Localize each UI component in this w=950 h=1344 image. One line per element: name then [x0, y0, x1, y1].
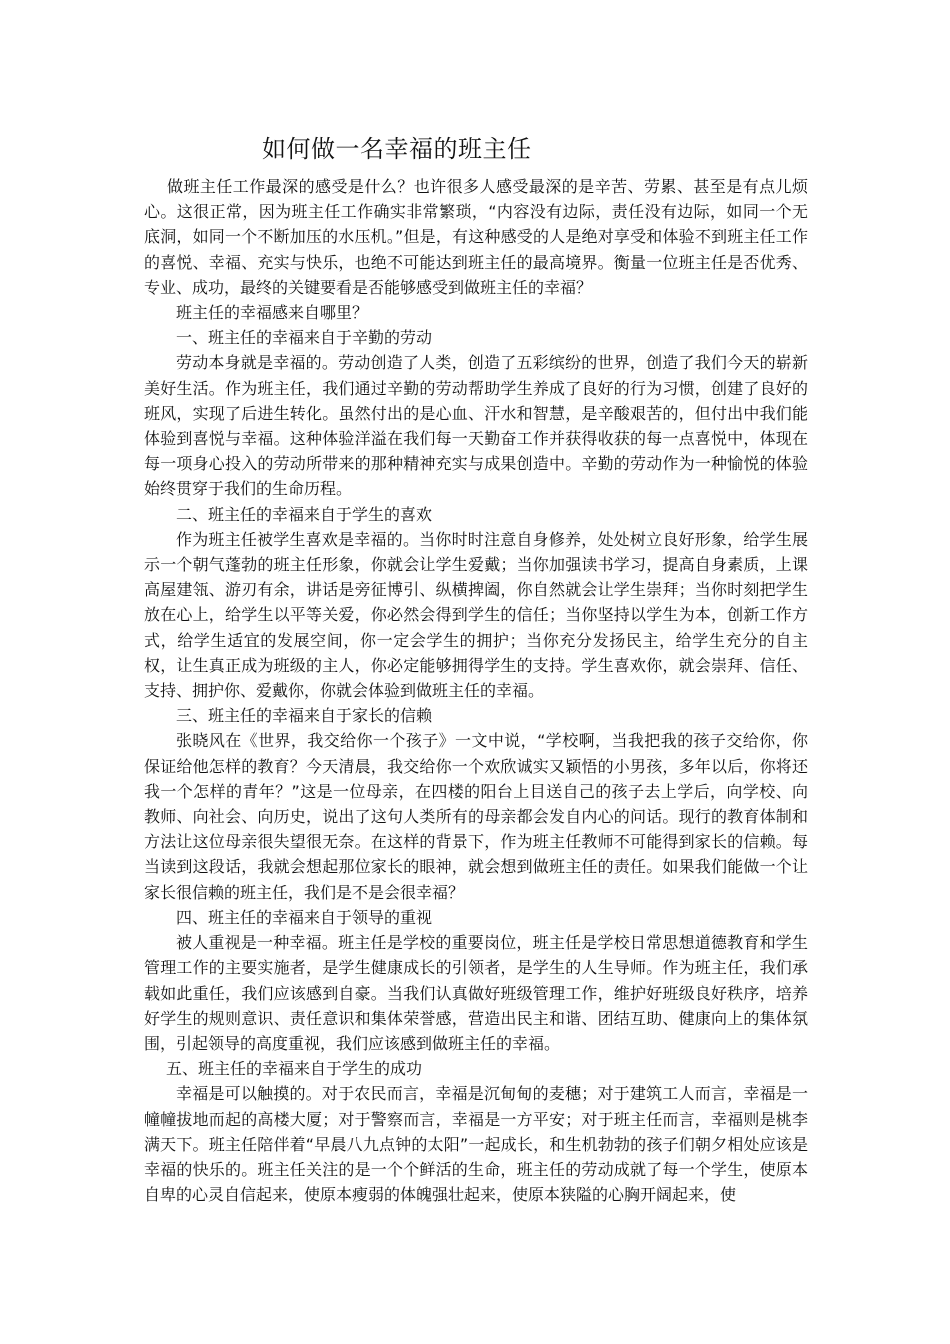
section-heading-2: 二、班主任的幸福来自于学生的喜欢: [176, 504, 433, 524]
paragraph-section-4: 被人重视是一种幸福。班主任是学校的重要岗位，班主任是学校日常思想道德教育和学生管理工作的主要实施者，是学生健康成长的引领者，是学生的人生导师。作为班主任，我们承载如此重任，我们应该感到自豪。当我们认真做好班级管理工作，维护好班级良好秩序，培养好学生的规则意识、责任意识和集体荣誉感，营造出民主和谐、团结互助、健康向上的集体氛围，引起领导的高度重视，我们应该感到做班主任的幸福。: [144, 933, 808, 1053]
paragraph-section-3: 张晓风在《世界，我交给你一个孩子》一文中说，“学校啊，当我把我的孩子交给你，你保证给他怎样的教育？今天清晨，我交给你一个欢欣诚实又颖悟的小男孩，多年以后，你将还我一个怎样的青年？”这是一位母亲，在四楼的阳台上目送自己的孩子去上学后，向学校、向教师、向社会、向历史，说出了这句人类所有的母亲都会发自内心的问话。现行的教育体制和方法让这位母亲很失望很无奈。在这样的背景下，作为班主任教师不可能得到家长的信赖。每当读到这段话，我就会想起那位家长的眼神，就会想到做班主任的责任。如果我们能做一个让家长很信赖的班主任，我们是不是会很幸福？: [144, 731, 808, 902]
paragraph-question: 班主任的幸福感来自哪里？: [176, 303, 369, 323]
document-body: [144, 174, 808, 1207]
section-heading-5: 五、班主任的幸福来自于学生的成功: [166, 1059, 423, 1079]
paragraph-section-1: 劳动本身就是幸福的。劳动创造了人类，创造了五彩缤纷的世界，创造了我们今天的崭新美好生活。作为班主任，我们通过辛勤的劳动帮助学生养成了良好的行为习惯，创建了良好的班风，实现了后进生转化。虽然付出的是心血、汗水和智慧，是辛酸艰苦的，但付出中我们能体验到喜悦与幸福。这种体验洋溢在我们每一天勤奋工作并获得收获的每一点喜悦中，体现在每一项身心投入的劳动所带来的那种精神充实与成果创造中。辛勤的劳动作为一种愉悦的体验始终贯穿于我们的生命历程。: [144, 353, 808, 499]
section-heading-4: 四、班主任的幸福来自于领导的重视: [176, 907, 433, 927]
paragraph-section-5: 幸福是可以触摸的。对于农民而言，幸福是沉甸甸的麦穗；对于建筑工人而言，幸福是一幢幢拔地而起的高楼大厦；对于警察而言，幸福是一方平安；对于班主任而言，幸福则是桃李满天下。班主任陪伴着“早晨八九点钟的太阳”一起成长，和生机勃勃的孩子们朝夕相处应该是幸福的快乐的。班主任关注的是一个个鲜活的生命，班主任的劳动成就了每一个学生，使原本自卑的心灵自信起来，使原本瘦弱的体魄强壮起来，使原本狭隘的心胸开阔起来，使: [144, 1084, 808, 1205]
section-heading-3: 三、班主任的幸福来自于家长的信赖: [176, 706, 433, 726]
section-heading-1: 一、班主任的幸福来自于辛勤的劳动: [176, 328, 433, 348]
document-title: 如何做一名幸福的班主任: [262, 135, 532, 163]
paragraph-intro: 做班主任工作最深的感受是什么？也许很多人感受最深的是辛苦、劳累、甚至是有点儿烦心。这很正常，因为班主任工作确实非常繁琐，“内容没有边际，责任没有边际，如同一个无底洞，如同一个不断加压的水压机。”但是，有这种感受的人是绝对享受和体验不到班主任工作的喜悦、幸福、充实与快乐，也绝不可能达到班主任的最高境界。衡量一位班主任是否优秀、专业、成功，最终的关键要看是否能够感受到做班主任的幸福？: [144, 177, 808, 297]
paragraph-section-2: 作为班主任被学生喜欢是幸福的。当你时时注意自身修养，处处树立良好形象，给学生展示一个朝气蓬勃的班主任形象，你就会让学生爱戴；当你加强读书学习，提高自身素质，上课高屋建瓴、游刃有余，讲话是旁征博引、纵横捭阖，你自然就会让学生崇拜；当你时刻把学生放在心上，给学生以平等关爱，你必然会得到学生的信任；当你坚持以学生为本，创新工作方式，给学生适宜的发展空间，你一定会学生的拥护；当你充分发扬民主，给学生充分的自主权，让生真正成为班级的主人，你必定能够拥得学生的支持。学生喜欢你，就会崇拜、信任、支持、拥护你、爱戴你，你就会体验到做班主任的幸福。: [144, 529, 808, 701]
